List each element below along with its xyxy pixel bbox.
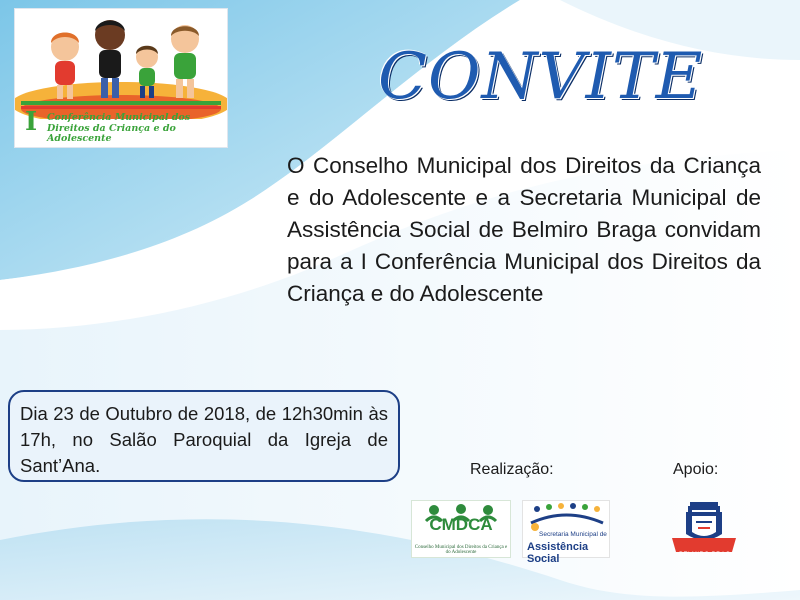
cmdca-logo	[411, 500, 511, 558]
apoio-label: Apoio:	[673, 461, 719, 478]
edition-numeral: I	[25, 107, 38, 137]
assistencia-subtitle: Secretaria Municipal de	[539, 531, 607, 538]
coat-of-arms-icon	[668, 500, 740, 560]
assistencia-title: Assistência Social	[527, 541, 589, 565]
conference-logo	[14, 8, 228, 148]
coat-of-arms-label: BELMIRO BRAGA	[679, 552, 736, 558]
cmdca-subtitle: Conselho Municipal dos Direitos da Criança e do Adolescente	[414, 545, 508, 555]
invitation-message: O Conselho Municipal dos Direitos da Criança e do Adolescente e a Secretaria Municipal de Assistência Social de Belmiro Braga convidam para a I Conferência Municipal dos Direitos da Criança e do Adolescente	[287, 153, 761, 306]
assistencia-social-logo	[522, 500, 610, 565]
page-title: CONVITE	[378, 40, 704, 114]
event-info-box	[8, 390, 400, 482]
cmdca-name: CMDCA	[429, 515, 493, 534]
conference-title: Conferência Municipal dos Direitos da Criança e do Adolescente	[47, 112, 191, 144]
people-arc-icon	[523, 503, 609, 531]
children-illustration	[15, 9, 227, 119]
realizacao-label: Realização:	[470, 461, 554, 478]
event-info-text: Dia 23 de Outubro de 2018, de 12h30min às 17h, no Salão Paroquial da Igreja de Sant’Ana.	[20, 403, 388, 476]
